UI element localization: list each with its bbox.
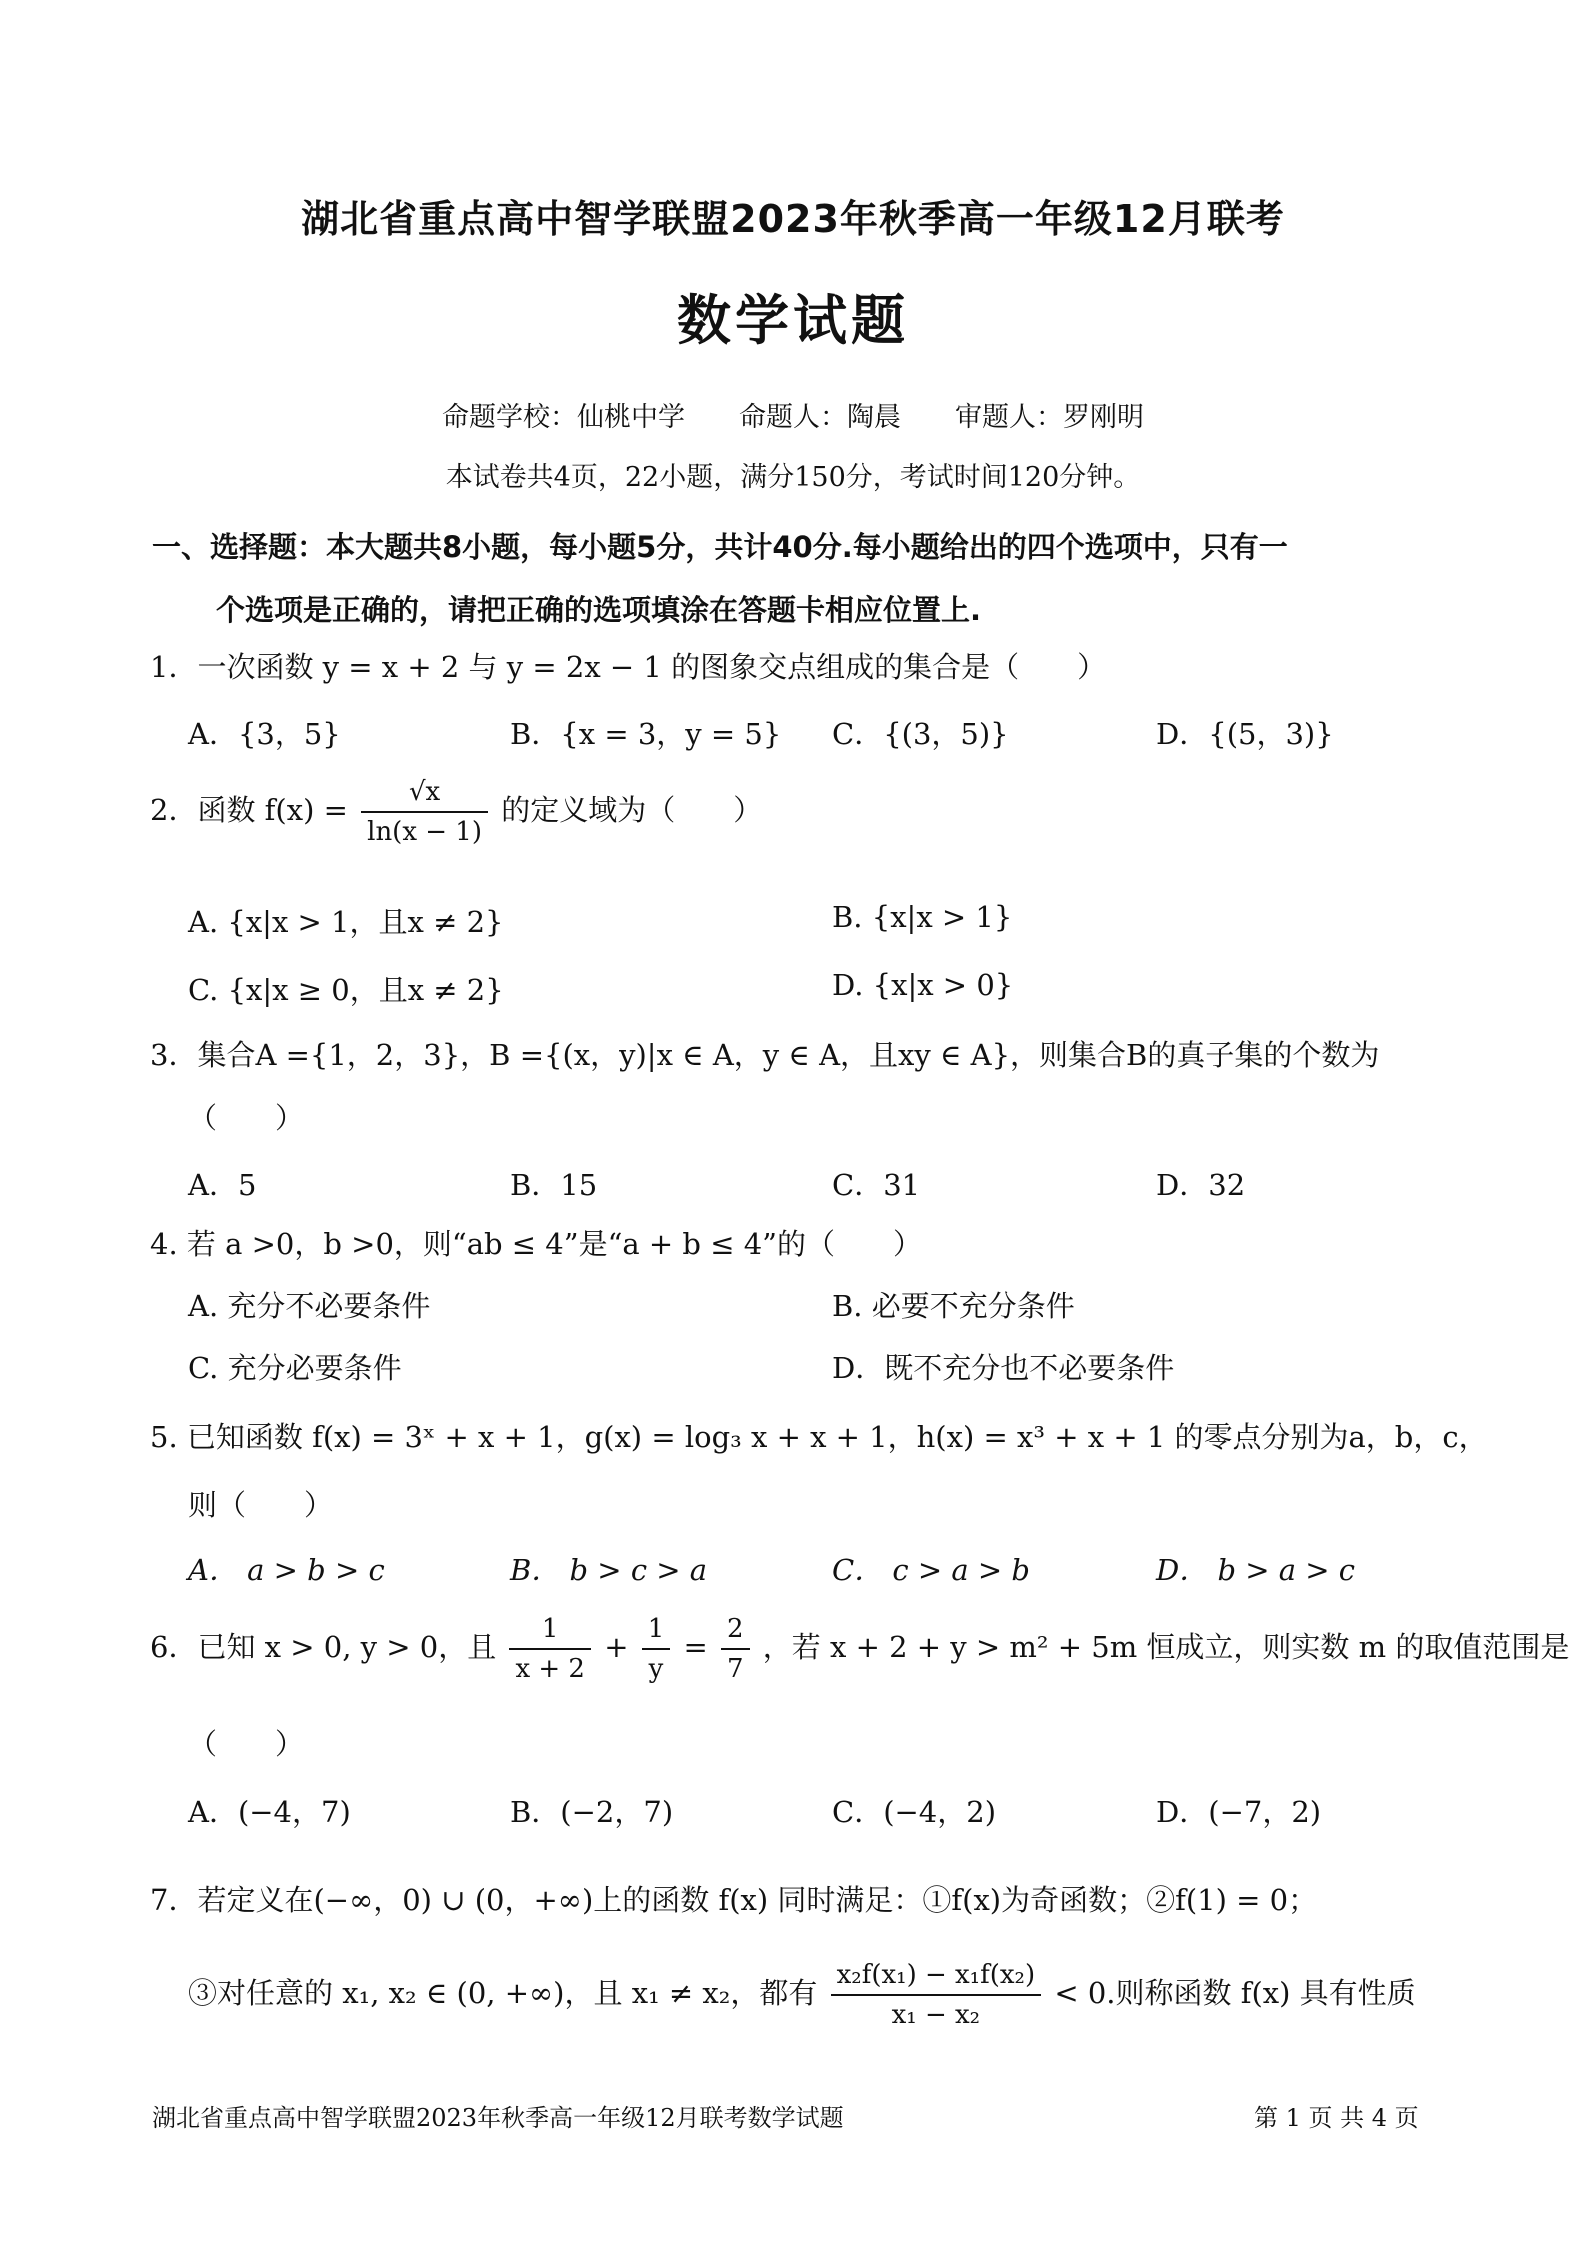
question-1: 1．一次函数 y = x + 2 与 y = 2x − 1 的图象交点组成的集合是（ ） — [150, 650, 1107, 684]
q2-option-b: B. {x|x > 1} — [832, 900, 1013, 934]
question-5-line2: 则（ ） — [188, 1488, 334, 1522]
q5-option-a: A． a > b > c — [188, 1553, 385, 1587]
q7-line2-prefix: ③对任意的 x₁, x₂ ∈ (0, +∞)，且 x₁ ≠ x₂，都有 — [188, 1976, 818, 2010]
q1-option-c: C．{(3，5)} — [832, 717, 1009, 751]
q7-fraction — [831, 1958, 1041, 2032]
q7-fraction-numerator: x₂f(x₁) − x₁f(x₂) — [831, 1958, 1041, 1996]
exam-info: 本试卷共4页，22小题，满分150分，考试时间120分钟。 — [445, 462, 1141, 493]
q6-prefix: 6．已知 x > 0, y > 0，且 — [150, 1630, 497, 1664]
q2-fraction — [361, 775, 488, 849]
q1-option-a: A．{3，5} — [188, 717, 341, 751]
q6-fraction-1-denominator: x + 2 — [515, 1654, 585, 1684]
q6-fraction-3-numerator: 2 — [721, 1612, 750, 1650]
q4-option-b: B. 必要不充分条件 — [832, 1289, 1075, 1323]
q6-fraction-2-numerator: 1 — [642, 1612, 671, 1650]
question-5-line1: 5. 已知函数 f(x) = 3ˣ + x + 1，g(x) = log₃ x + x + 1，h(x) = x³ + x + 1 的零点分别为a，b，c， — [150, 1420, 1488, 1454]
q4-option-c: C. 充分必要条件 — [188, 1351, 402, 1385]
question-7-line1: 7．若定义在(−∞，0) ∪ (0，+∞)上的函数 f(x) 同时满足：①f(x)为奇函数；②f(1) = 0； — [150, 1883, 1318, 1917]
question-3-line2: （ ） — [188, 1101, 305, 1135]
q4-option-d: D．既不充分也不必要条件 — [832, 1351, 1175, 1385]
section-heading-line2: 个选项是正确的，请把正确的选项填涂在答题卡相应位置上. — [216, 593, 982, 627]
subject-title: 数学试题 — [677, 289, 909, 352]
q3-option-c: C．31 — [832, 1168, 921, 1202]
q6-fraction-1-numerator: 1 — [509, 1612, 591, 1650]
q2-option-a: A. {x|x > 1，且x ≠ 2} — [188, 905, 504, 939]
q6-fraction-3-denominator: 7 — [727, 1654, 744, 1684]
q3-option-d: D．32 — [1156, 1168, 1246, 1202]
q6-option-c: C．(−4，2) — [832, 1795, 997, 1829]
question-6-line2: （ ） — [188, 1727, 305, 1761]
q6-fraction-2-denominator: y — [648, 1654, 664, 1684]
q1-option-b: B．{x = 3，y = 5} — [510, 717, 782, 751]
authors-line: 命题学校：仙桃中学 命题人：陶晨 审题人：罗刚明 — [442, 402, 1144, 433]
q1-option-d: D．{(5，3)} — [1156, 717, 1334, 751]
q6-fraction-1 — [509, 1612, 591, 1686]
exam-title: 湖北省重点高中智学联盟2023年秋季高一年级12月联考 — [301, 197, 1285, 241]
q3-option-b: B．15 — [510, 1168, 598, 1202]
q2-suffix: 的定义域为（ ） — [501, 793, 763, 827]
q6-option-d: D．(−7，2) — [1156, 1795, 1322, 1829]
q5-option-c: C． c > a > b — [832, 1553, 1030, 1587]
question-4: 4. 若 a >0，b >0，则“ab ≤ 4”是“a + b ≤ 4”的（ ） — [150, 1227, 923, 1261]
question-2 — [150, 775, 762, 849]
question-3-line1: 3．集合A ={1，2，3}，B ={(x，y)|x ∈ A，y ∈ A，且xy ∈ A}，则集合B的真子集的个数为 — [150, 1038, 1380, 1072]
q7-fraction-denominator: x₁ − x₂ — [891, 2000, 981, 2030]
q6-equals: = — [683, 1630, 708, 1664]
q6-fraction-3 — [721, 1612, 750, 1686]
q5-option-d: D． b > a > c — [1156, 1553, 1356, 1587]
q6-option-b: B．(−2，7) — [510, 1795, 674, 1829]
footer-title: 湖北省重点高中智学联盟2023年秋季高一年级12月联考数学试题 — [152, 2104, 844, 2132]
question-6 — [150, 1612, 1569, 1686]
question-7-line2 — [188, 1958, 1416, 2032]
q2-fraction-denominator: ln(x − 1) — [367, 817, 482, 847]
q7-line2-suffix: < 0.则称函数 f(x) 具有性质 — [1054, 1976, 1416, 2010]
q2-option-d: D. {x|x > 0} — [832, 968, 1014, 1002]
q6-plus: + — [604, 1630, 629, 1664]
page-number: 第 1 页 共 4 页 — [1254, 2104, 1419, 2132]
q6-suffix: ，若 x + 2 + y > m² + 5m 恒成立，则实数 m 的取值范围是 — [762, 1630, 1570, 1664]
q6-fraction-2 — [642, 1612, 671, 1686]
q3-option-a: A．5 — [188, 1168, 257, 1202]
q2-fraction-numerator: √x — [361, 775, 488, 813]
q4-option-a: A. 充分不必要条件 — [188, 1289, 431, 1323]
q5-option-b: B． b > c > a — [510, 1553, 708, 1587]
section-heading-line1: 一、选择题：本大题共8小题，每小题5分，共计40分.每小题给出的四个选项中，只有一 — [152, 530, 1288, 564]
q2-option-c: C. {x|x ≥ 0，且x ≠ 2} — [188, 973, 504, 1007]
q6-option-a: A．(−4，7) — [188, 1795, 351, 1829]
q2-prefix: 2．函数 f(x) = — [150, 793, 348, 827]
